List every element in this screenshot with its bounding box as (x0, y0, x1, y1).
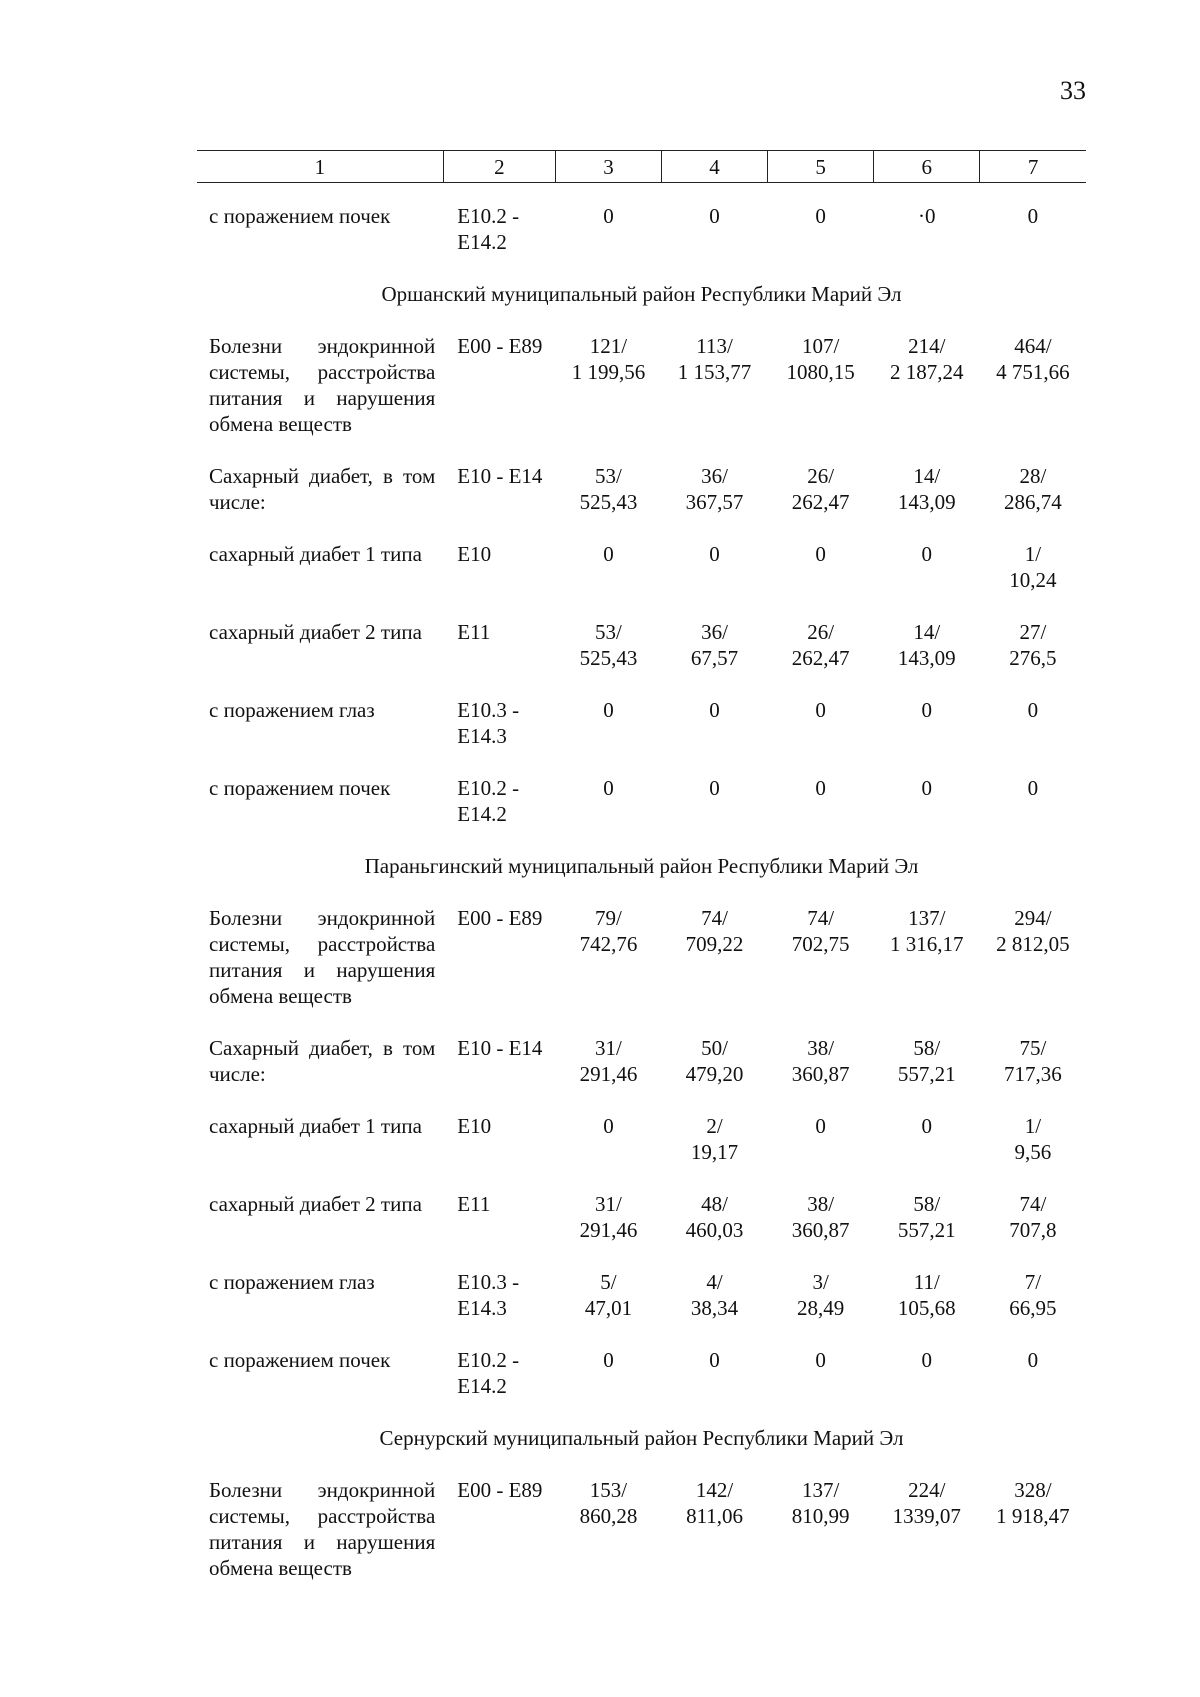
value-line: 105,68 (897, 1296, 956, 1320)
value-line: 0 (1027, 698, 1039, 722)
value-line: 1/ (1024, 542, 1042, 566)
value-line: 1339,07 (892, 1504, 961, 1528)
value-cell (555, 775, 661, 827)
value-cell (555, 541, 661, 593)
value-line: 707,8 (1009, 1218, 1057, 1242)
value-line: 0 (1027, 204, 1039, 228)
value-line: 137/ (801, 1478, 840, 1502)
row-name: сахарный диабет 1 типа (209, 542, 422, 566)
section-title: Оршанский муниципальный район Республики Марий Эл (381, 282, 902, 306)
value-line: 3/ (812, 1270, 829, 1294)
gap-row (197, 1009, 1086, 1035)
gap-cell (197, 1243, 1086, 1269)
value-line: 0 (921, 542, 933, 566)
value-cell (768, 463, 874, 515)
value-cell (768, 1191, 874, 1243)
row-code (443, 1113, 555, 1165)
value-line: 50/ (701, 1036, 728, 1060)
code-line: E00 - E89 (457, 334, 543, 358)
value-line: 5/ (600, 1270, 617, 1294)
value-cell (980, 1269, 1086, 1321)
value-line: 0 (709, 1348, 720, 1372)
value-cell (980, 905, 1086, 1009)
row-code (443, 1269, 555, 1321)
value-cell (768, 203, 874, 255)
gap-cell (197, 1009, 1086, 1035)
value-line: 525,43 (579, 490, 638, 514)
value-line: 0 (709, 698, 720, 722)
gap-row (197, 255, 1086, 281)
gap-cell (197, 671, 1086, 697)
table-row (197, 697, 1086, 749)
value-cell (874, 1347, 980, 1399)
value-cell (662, 541, 768, 593)
value-cell (980, 203, 1086, 255)
value-line: 142/ (695, 1478, 734, 1502)
table-row (197, 775, 1086, 827)
table-row (197, 1035, 1086, 1087)
value-line: 0 (1027, 1348, 1039, 1372)
row-name: сахарный диабет 2 типа (209, 620, 422, 644)
column-header: 4 (662, 151, 768, 183)
row-code (443, 203, 555, 255)
value-line: 0 (603, 698, 614, 722)
value-line: 811,06 (686, 1504, 744, 1528)
value-line: 74/ (1019, 1192, 1047, 1216)
value-cell (768, 1269, 874, 1321)
value-line: 0 (815, 698, 826, 722)
value-line: 36/ (701, 620, 728, 644)
value-cell (662, 697, 768, 749)
value-line: 291,46 (579, 1062, 638, 1086)
value-line: 74/ (807, 906, 835, 930)
column-header: 5 (768, 151, 874, 183)
row-name: Сахарный диабет, в том числе: (209, 1036, 436, 1086)
table-body (197, 183, 1086, 1582)
value-line: 27/ (1019, 620, 1047, 644)
row-code (443, 541, 555, 593)
value-line: 0 (709, 776, 720, 800)
value-line: 1 153,77 (677, 360, 752, 384)
value-cell (768, 1347, 874, 1399)
row-code (443, 1347, 555, 1399)
section-title: Сернурский муниципальный район Республики Марий Эл (379, 1426, 904, 1450)
code-line: E14.2 (457, 802, 507, 826)
section-title: Параньгинский муниципальный район Республики Марий Эл (364, 854, 919, 878)
value-cell (662, 1113, 768, 1165)
value-line: 137/ (908, 906, 946, 930)
value-cell (768, 1113, 874, 1165)
table-row (197, 905, 1086, 1009)
value-line: 53/ (595, 464, 622, 488)
gap-cell (197, 749, 1086, 775)
value-line: 28,49 (797, 1296, 845, 1320)
code-line: E10 (457, 1114, 492, 1138)
value-line: 557,21 (897, 1218, 956, 1242)
value-line: 360,87 (791, 1062, 850, 1086)
value-line: 1 918,47 (996, 1504, 1070, 1528)
gap-cell (197, 255, 1086, 281)
row-name: с поражением почек (209, 1348, 391, 1372)
value-line: 75/ (1019, 1036, 1047, 1060)
value-cell (874, 1113, 980, 1165)
section-header-row (197, 281, 1086, 333)
table-row (197, 1191, 1086, 1243)
header-row (197, 151, 1086, 183)
row-code (443, 1035, 555, 1087)
value-cell (874, 905, 980, 1009)
value-line: 14/ (913, 620, 941, 644)
value-line: 328/ (1014, 1478, 1052, 1502)
value-cell (874, 463, 980, 515)
value-cell (555, 905, 661, 1009)
value-line: 464/ (1014, 334, 1052, 358)
value-cell (874, 1269, 980, 1321)
value-cell (874, 619, 980, 671)
value-line: 224/ (908, 1478, 946, 1502)
value-line: 14/ (913, 464, 941, 488)
value-line: 26/ (807, 464, 835, 488)
code-line: E11 (457, 1192, 491, 1216)
value-line: 0 (603, 1114, 614, 1138)
table-row (197, 203, 1086, 255)
code-line: E14.2 (457, 1374, 507, 1398)
value-line: 479,20 (685, 1062, 744, 1086)
gap-row (197, 1399, 1086, 1425)
section-header-row (197, 1425, 1086, 1477)
code-line: E10.2 - (457, 1348, 520, 1372)
value-cell (768, 619, 874, 671)
value-cell (662, 1035, 768, 1087)
value-line: 860,28 (579, 1504, 638, 1528)
value-cell (980, 463, 1086, 515)
value-cell (980, 1035, 1086, 1087)
gap-cell (197, 1399, 1086, 1425)
value-cell (555, 1191, 661, 1243)
table-row (197, 619, 1086, 671)
value-line: 557,21 (897, 1062, 956, 1086)
value-line: 0 (921, 1348, 933, 1372)
value-line: 11/ (913, 1270, 940, 1294)
value-cell (980, 1347, 1086, 1399)
value-line: 7/ (1024, 1270, 1042, 1294)
gap-row (197, 749, 1086, 775)
value-line: 58/ (913, 1192, 941, 1216)
row-name: с поражением почек (209, 776, 391, 800)
code-line: E11 (457, 620, 491, 644)
row-code (443, 1477, 555, 1581)
row-code (443, 333, 555, 437)
row-code (443, 463, 555, 515)
value-cell (768, 775, 874, 827)
value-cell (874, 1477, 980, 1581)
spacer-cell (197, 183, 1086, 204)
spacer-row (197, 183, 1086, 204)
value-line: 360,87 (791, 1218, 850, 1242)
table-row (197, 541, 1086, 593)
value-cell (662, 1191, 768, 1243)
value-line: 53/ (595, 620, 622, 644)
value-line: 143,09 (897, 490, 956, 514)
table-row (197, 1269, 1086, 1321)
value-line: 0 (603, 204, 614, 228)
code-line: E10 (457, 542, 492, 566)
value-cell (768, 1477, 874, 1581)
gap-row (197, 1321, 1086, 1347)
value-cell (555, 1269, 661, 1321)
gap-cell (197, 1321, 1086, 1347)
value-line: 38/ (807, 1036, 835, 1060)
gap-cell (197, 1165, 1086, 1191)
gap-row (197, 437, 1086, 463)
value-cell (662, 775, 768, 827)
value-cell (555, 1113, 661, 1165)
row-name: Болезни эндокринной системы, расстройства питания и нарушения обмена веществ (209, 334, 436, 436)
code-line: E14.2 (457, 230, 507, 254)
code-line: E14.3 (457, 724, 507, 748)
column-header: 7 (980, 151, 1086, 183)
value-cell (662, 905, 768, 1009)
value-line: 10,24 (1009, 568, 1057, 592)
value-line: 107/ (801, 334, 840, 358)
gap-row (197, 827, 1086, 853)
value-cell (768, 697, 874, 749)
code-line: E00 - E89 (457, 1478, 543, 1502)
value-line: 4/ (706, 1270, 723, 1294)
value-line: 19,17 (690, 1140, 739, 1164)
value-line: 79/ (595, 906, 622, 930)
value-cell (980, 1477, 1086, 1581)
value-line: 294/ (1014, 906, 1052, 930)
value-line: 31/ (595, 1036, 622, 1060)
value-cell (768, 541, 874, 593)
value-cell (662, 619, 768, 671)
value-cell (555, 333, 661, 437)
row-name: Болезни эндокринной системы, расстройства питания и нарушения обмена веществ (209, 1478, 436, 1580)
value-line: 276,5 (1009, 646, 1057, 670)
value-line: 367,57 (685, 490, 744, 514)
value-line: 0 (603, 542, 614, 566)
value-line: 143,09 (897, 646, 956, 670)
gap-row (197, 1087, 1086, 1113)
value-cell (662, 1347, 768, 1399)
table-row (197, 1113, 1086, 1165)
value-line: 291,46 (579, 1218, 638, 1242)
value-line: 0 (603, 1348, 614, 1372)
value-cell (874, 775, 980, 827)
gap-cell (197, 1087, 1086, 1113)
value-line: 0 (921, 776, 933, 800)
table-row (197, 1477, 1086, 1581)
value-cell (555, 1477, 661, 1581)
value-line: 38,34 (690, 1296, 739, 1320)
value-line: 0 (921, 698, 933, 722)
value-line: 709,22 (685, 932, 744, 956)
value-line: 121/ (589, 334, 628, 358)
value-cell (980, 541, 1086, 593)
value-line: 0 (815, 542, 826, 566)
value-cell (555, 463, 661, 515)
value-cell (662, 463, 768, 515)
value-line: 0 (603, 776, 614, 800)
gap-row (197, 593, 1086, 619)
value-line: 262,47 (791, 646, 850, 670)
value-line: 74/ (701, 906, 728, 930)
value-line: 0 (921, 1114, 933, 1138)
value-line: 26/ (807, 620, 835, 644)
value-line: 1/ (1024, 1114, 1042, 1138)
table-row (197, 1347, 1086, 1399)
value-line: 702,75 (791, 932, 850, 956)
code-line: E10 - E14 (457, 464, 543, 488)
value-line: 31/ (595, 1192, 622, 1216)
section-header-row (197, 853, 1086, 905)
value-cell (980, 697, 1086, 749)
data-table (197, 150, 1086, 1581)
value-line: 2/ (706, 1114, 723, 1138)
value-line: 262,47 (791, 490, 850, 514)
value-line: 0 (815, 776, 826, 800)
column-header: 1 (197, 151, 443, 183)
row-code (443, 905, 555, 1009)
value-line: 0 (709, 204, 720, 228)
code-line: E10.2 - (457, 776, 520, 800)
value-cell (662, 1477, 768, 1581)
gap-row (197, 1165, 1086, 1191)
gap-row (197, 671, 1086, 697)
row-code (443, 697, 555, 749)
value-cell (555, 203, 661, 255)
row-name: с поражением почек (209, 204, 391, 228)
value-cell (768, 333, 874, 437)
value-cell (980, 1191, 1086, 1243)
value-line: 66,95 (1009, 1296, 1057, 1320)
value-cell (555, 1347, 661, 1399)
value-line: 0 (815, 1114, 826, 1138)
code-line: E10.2 - (457, 204, 520, 228)
table-row (197, 463, 1086, 515)
row-name: сахарный диабет 1 типа (209, 1114, 422, 1138)
column-header: 6 (874, 151, 980, 183)
gap-row (197, 1243, 1086, 1269)
value-cell (662, 333, 768, 437)
row-name: с поражением глаз (209, 698, 375, 722)
row-name: сахарный диабет 2 типа (209, 1192, 422, 1216)
value-line: 286,74 (1004, 490, 1062, 514)
value-line: 48/ (701, 1192, 728, 1216)
row-name: Сахарный диабет, в том числе: (209, 464, 436, 514)
value-line: 0 (709, 542, 720, 566)
value-cell (874, 333, 980, 437)
value-cell (980, 775, 1086, 827)
value-cell (768, 905, 874, 1009)
row-code (443, 619, 555, 671)
value-cell (874, 697, 980, 749)
value-cell (874, 203, 980, 255)
value-line: 67,57 (690, 646, 739, 670)
gap-cell (197, 515, 1086, 541)
value-line: 2 187,24 (890, 360, 964, 384)
value-cell (555, 697, 661, 749)
column-header: 3 (555, 151, 661, 183)
value-line: 214/ (908, 334, 946, 358)
value-line: 113/ (696, 334, 733, 358)
value-line: 28/ (1019, 464, 1047, 488)
value-cell (980, 1113, 1086, 1165)
value-cell (874, 541, 980, 593)
column-header: 2 (443, 151, 555, 183)
value-line: 47,01 (584, 1296, 633, 1320)
gap-cell (197, 827, 1086, 853)
gap-cell (197, 593, 1086, 619)
value-line: 1 199,56 (571, 360, 646, 384)
value-line: 153/ (589, 1478, 628, 1502)
value-line: 58/ (913, 1036, 941, 1060)
value-line: 0 (1027, 776, 1039, 800)
code-line: E10.3 - (457, 1270, 520, 1294)
value-cell (980, 619, 1086, 671)
code-line: E10.3 - (457, 698, 520, 722)
row-name: с поражением глаз (209, 1270, 375, 1294)
code-line: E14.3 (457, 1296, 507, 1320)
value-line: ·0 (918, 204, 936, 228)
value-line: 810,99 (791, 1504, 850, 1528)
value-line: 0 (815, 1348, 826, 1372)
value-line: 9,56 (1014, 1140, 1052, 1164)
value-cell (662, 1269, 768, 1321)
value-cell (874, 1035, 980, 1087)
value-cell (980, 333, 1086, 437)
row-code (443, 1191, 555, 1243)
value-cell (662, 203, 768, 255)
value-line: 742,76 (579, 932, 638, 956)
value-cell (555, 619, 661, 671)
row-code (443, 775, 555, 827)
value-line: 0 (815, 204, 826, 228)
page-number: 33 (1060, 76, 1086, 105)
value-line: 4 751,66 (996, 360, 1070, 384)
value-line: 1 316,17 (890, 932, 964, 956)
value-cell (768, 1035, 874, 1087)
value-line: 2 812,05 (996, 932, 1070, 956)
row-name: Болезни эндокринной системы, расстройства питания и нарушения обмена веществ (209, 906, 436, 1008)
gap-cell (197, 437, 1086, 463)
value-line: 525,43 (579, 646, 638, 670)
value-cell (874, 1191, 980, 1243)
value-line: 36/ (701, 464, 728, 488)
gap-row (197, 515, 1086, 541)
value-line: 460,03 (685, 1218, 744, 1242)
value-line: 717,36 (1004, 1062, 1062, 1086)
value-line: 38/ (807, 1192, 835, 1216)
table-row (197, 333, 1086, 437)
code-line: E00 - E89 (457, 906, 543, 930)
value-line: 1080,15 (786, 360, 855, 384)
value-cell (555, 1035, 661, 1087)
code-line: E10 - E14 (457, 1036, 543, 1060)
